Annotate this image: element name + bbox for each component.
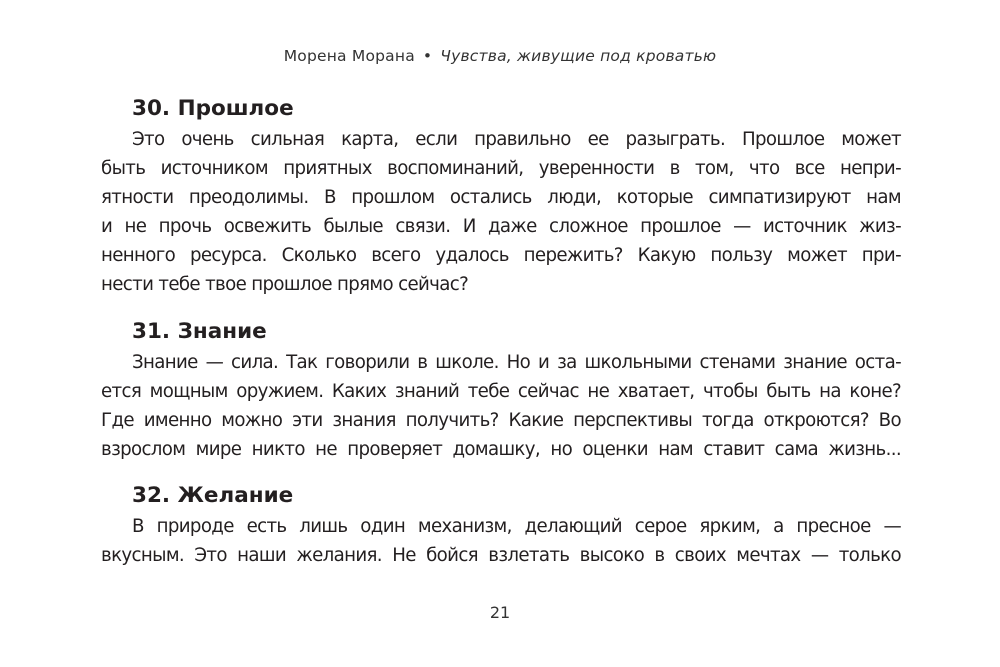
section-heading: 31. Знание	[132, 319, 267, 344]
section-heading: 30. Прошлое	[132, 96, 294, 121]
text-line: ется мощным оружием. Каких знаний тебе сейчас не хватает, чтобы быть на коне?	[101, 381, 901, 403]
text-line: ненного ресурса. Сколько всего удалось пережить? Какую пользу может при-	[101, 245, 901, 267]
running-head-title: Чувства, живущие под кроватью	[440, 47, 717, 65]
text-line: Где именно можно эти знания получить? Какие перспективы тогда откроются? Во	[101, 410, 901, 432]
text-line: Это очень сильная карта, если правильно ее разыграть. Прошлое может	[132, 129, 901, 150]
running-head	[0, 47, 1000, 65]
page-number: 21	[489, 603, 511, 622]
section-heading: 32. Желание	[132, 483, 294, 508]
section-past	[101, 94, 901, 300]
section-paragraph	[101, 348, 901, 464]
section-paragraph	[101, 512, 901, 570]
text-line: и не прочь освежить былые связи. И даже сложное прошлое — источник жиз-	[101, 216, 901, 238]
section-desire	[101, 481, 901, 570]
text-line: быть источником приятных воспоминаний, уверенности в том, что все непри-	[101, 158, 901, 180]
section-knowledge	[101, 317, 901, 464]
text-line: вкусным. Это наши желания. Не бойся взлетать высоко в своих мечтах — только	[101, 545, 901, 567]
section-paragraph	[101, 125, 901, 300]
text-line: нести тебе твое прошлое прямо сейчас?	[101, 274, 469, 296]
running-head-author: Морена Морана	[283, 47, 415, 65]
text-line: ятности преодолимы. В прошлом остались люди, которые симпатизируют нам	[101, 187, 901, 209]
text-line: Знание — сила. Так говорили в школе. Но и за школьными стенами знание оста-	[132, 352, 901, 373]
running-head-separator: •	[422, 47, 433, 65]
text-line: В природе есть лишь один механизм, делающий серое ярким, а пресное —	[132, 516, 901, 537]
text-line: взрослом мире никто не проверяет домашку, но оценки нам ставит сама жизнь...	[101, 439, 901, 461]
